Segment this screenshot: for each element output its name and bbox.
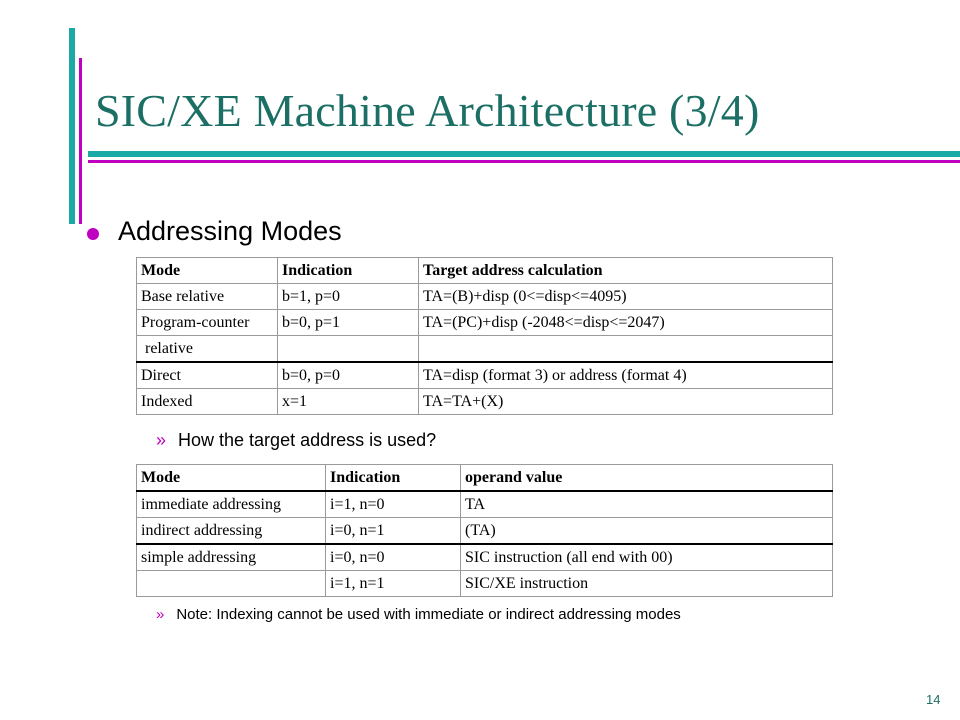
table-row bbox=[137, 284, 833, 310]
table-row bbox=[137, 310, 833, 336]
title-underline-teal bbox=[88, 151, 960, 157]
cell-calculation: TA=(B)+disp (0<=disp<=4095) bbox=[419, 284, 833, 310]
table-row bbox=[137, 491, 833, 518]
table-row bbox=[137, 389, 833, 415]
cell-operand-value: TA bbox=[461, 491, 833, 518]
cell-mode: relative bbox=[137, 336, 278, 363]
cell-mode: Base relative bbox=[137, 284, 278, 310]
cell-indication: b=0, p=0 bbox=[278, 362, 419, 389]
cell-indication: i=0, n=0 bbox=[326, 544, 461, 571]
table-row bbox=[137, 336, 833, 363]
cell-mode: immediate addressing bbox=[137, 491, 326, 518]
cell-mode: indirect addressing bbox=[137, 518, 326, 545]
sub-bullet-text: How the target address is used? bbox=[178, 430, 437, 450]
header-target-address-calculation: Target address calculation bbox=[419, 258, 833, 284]
cell-indication: i=1, n=1 bbox=[326, 571, 461, 597]
cell-calculation bbox=[419, 336, 833, 363]
cell-operand-value: (TA) bbox=[461, 518, 833, 545]
sub-bullet-marker-icon: » bbox=[156, 606, 165, 623]
page-number: 14 bbox=[926, 692, 941, 707]
sub-bullet-marker-icon: » bbox=[156, 430, 167, 450]
table-header-row bbox=[137, 465, 833, 492]
cell-mode bbox=[137, 571, 326, 597]
cell-operand-value: SIC instruction (all end with 00) bbox=[461, 544, 833, 571]
header-operand-value: operand value bbox=[461, 465, 833, 492]
cell-indication: x=1 bbox=[278, 389, 419, 415]
title-underline-purple bbox=[88, 160, 960, 163]
cell-calculation: TA=TA+(X) bbox=[419, 389, 833, 415]
cell-indication: i=0, n=1 bbox=[326, 518, 461, 545]
cell-indication bbox=[278, 336, 419, 363]
cell-mode: Program-counter bbox=[137, 310, 278, 336]
decorative-vertical-rule-purple bbox=[79, 58, 82, 224]
cell-indication: b=0, p=1 bbox=[278, 310, 419, 336]
cell-calculation: TA=(PC)+disp (-2048<=disp<=2047) bbox=[419, 310, 833, 336]
header-indication: Indication bbox=[326, 465, 461, 492]
sub-bullet-target-address-usage bbox=[156, 430, 436, 451]
sub-bullet-text: Note: Indexing cannot be used with immediate or indirect addressing modes bbox=[176, 606, 681, 623]
table-row bbox=[137, 544, 833, 571]
cell-mode: Direct bbox=[137, 362, 278, 389]
header-mode: Mode bbox=[137, 258, 278, 284]
bullet-addressing-modes: Addressing Modes bbox=[118, 216, 342, 246]
table-header-row bbox=[137, 258, 833, 284]
decorative-vertical-rule-teal bbox=[69, 28, 75, 224]
slide-title: SIC/XE Machine Architecture (3/4) bbox=[95, 85, 760, 136]
cell-indication: i=1, n=0 bbox=[326, 491, 461, 518]
table-row bbox=[137, 518, 833, 545]
cell-mode: simple addressing bbox=[137, 544, 326, 571]
cell-operand-value: SIC/XE instruction bbox=[461, 571, 833, 597]
table-row bbox=[137, 362, 833, 389]
bullet-dot-icon bbox=[87, 228, 99, 240]
addressing-modes-table bbox=[136, 257, 833, 415]
header-mode: Mode bbox=[137, 465, 326, 492]
sub-bullet-indexing-note bbox=[156, 606, 681, 623]
header-indication: Indication bbox=[278, 258, 419, 284]
cell-mode: Indexed bbox=[137, 389, 278, 415]
cell-calculation: TA=disp (format 3) or address (format 4) bbox=[419, 362, 833, 389]
operand-value-table bbox=[136, 464, 833, 597]
cell-indication: b=1, p=0 bbox=[278, 284, 419, 310]
table-row bbox=[137, 571, 833, 597]
